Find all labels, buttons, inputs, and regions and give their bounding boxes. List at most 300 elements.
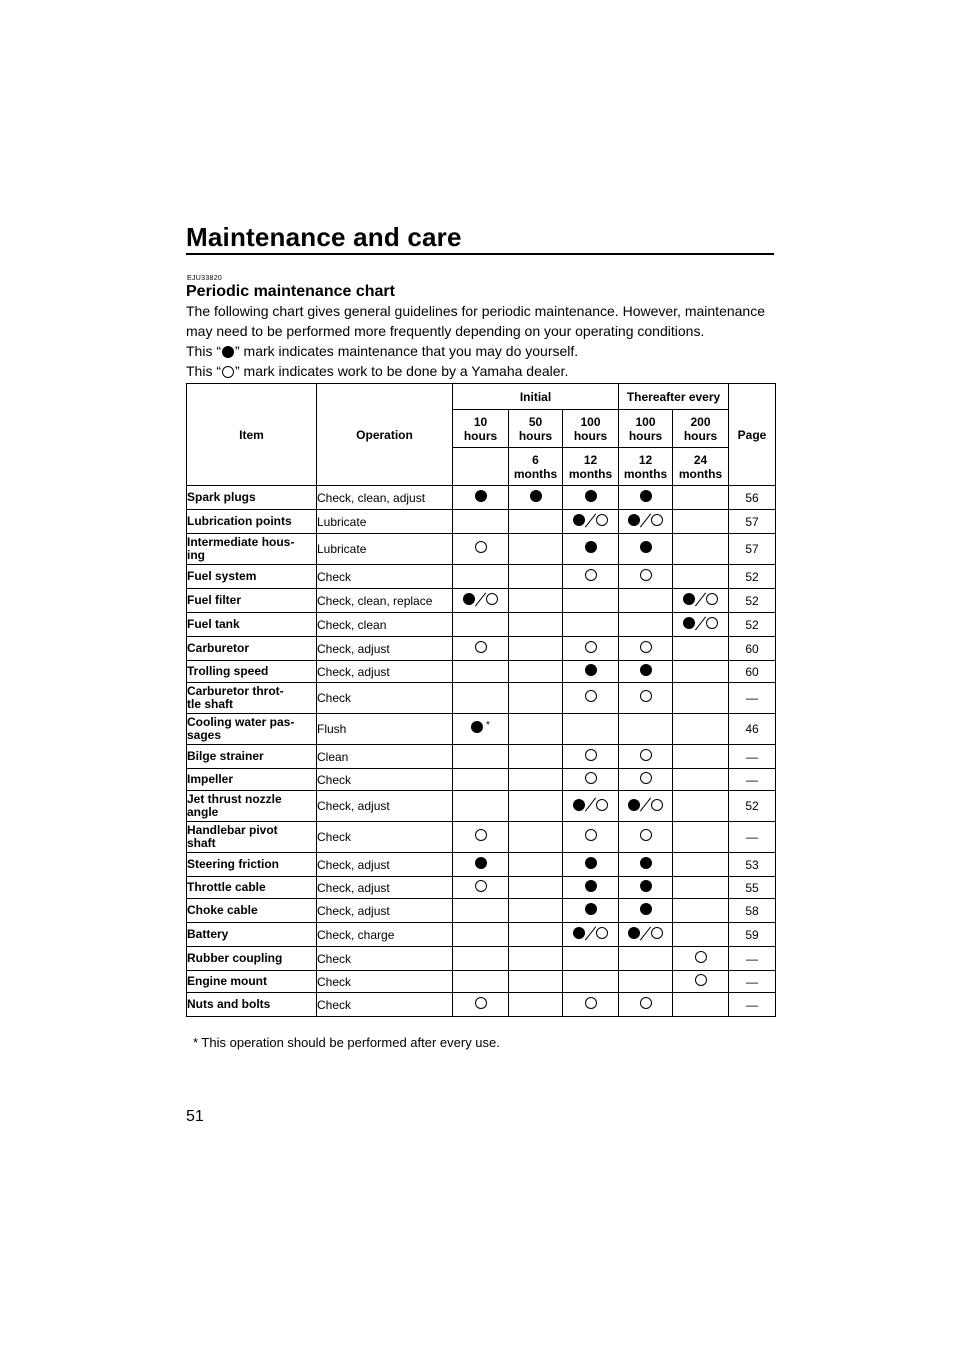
filled-circle-icon <box>585 490 597 502</box>
cell-operation: Lubricate <box>317 510 453 534</box>
cell-interval-mark <box>509 971 563 993</box>
cell-interval-mark <box>563 822 619 853</box>
legend-dot-text: ” mark indicates maintenance that you may do yourself. <box>235 343 579 359</box>
filled-circle-icon <box>640 857 652 869</box>
filled-circle-icon <box>585 664 597 676</box>
header-interval-months <box>453 448 509 486</box>
cell-interval-mark <box>619 745 673 769</box>
cell-interval-mark <box>673 714 729 745</box>
cell-item: Fuel filter <box>187 589 317 613</box>
cell-item: Rubber coupling <box>187 947 317 971</box>
cell-page: — <box>729 822 776 853</box>
cell-interval-mark <box>453 613 509 637</box>
cell-interval-mark <box>673 769 729 791</box>
cell-page: — <box>729 769 776 791</box>
table-row <box>187 510 776 534</box>
cell-item: Choke cable <box>187 899 317 923</box>
open-circle-icon <box>640 772 652 784</box>
cell-interval-mark <box>673 613 729 637</box>
cell-page: 56 <box>729 486 776 510</box>
self-maintenance-mark <box>585 541 597 553</box>
dealer-service-mark <box>695 974 707 986</box>
open-circle-icon <box>640 569 652 581</box>
header-interval-months: 12 months <box>619 448 673 486</box>
self-maintenance-mark <box>471 721 490 733</box>
cell-interval-mark <box>619 714 673 745</box>
cell-page: 58 <box>729 899 776 923</box>
dealer-service-mark <box>585 772 597 784</box>
cell-page: 57 <box>729 510 776 534</box>
cell-interval-mark <box>453 971 509 993</box>
open-circle-icon <box>640 829 652 841</box>
slash-separator <box>585 513 596 527</box>
cell-interval-mark <box>673 745 729 769</box>
dealer-service-mark <box>475 880 487 892</box>
cell-interval-mark <box>509 683 563 714</box>
header-thereafter: Thereafter every <box>619 384 729 410</box>
filled-circle-icon <box>683 617 695 629</box>
cell-interval-mark <box>673 534 729 565</box>
cell-interval-mark <box>509 745 563 769</box>
cell-item: Trolling speed <box>187 661 317 683</box>
cell-operation: Check, clean <box>317 613 453 637</box>
self-maintenance-mark <box>585 903 597 915</box>
cell-interval-mark <box>619 853 673 877</box>
cell-interval-mark <box>563 714 619 745</box>
cell-interval-mark <box>453 745 509 769</box>
cell-interval-mark <box>619 589 673 613</box>
header-interval-hours: 100 hours <box>619 410 673 448</box>
legend-ring <box>186 361 568 381</box>
self-maintenance-mark <box>585 490 597 502</box>
cell-interval-mark <box>509 791 563 822</box>
cell-interval-mark <box>509 661 563 683</box>
table-row <box>187 923 776 947</box>
cell-operation: Check <box>317 565 453 589</box>
dealer-service-mark <box>475 541 487 553</box>
header-interval-hours: 10 hours <box>453 410 509 448</box>
open-circle-icon <box>475 641 487 653</box>
open-circle-icon <box>651 927 663 939</box>
filled-circle-icon <box>640 903 652 915</box>
cell-interval-mark <box>563 769 619 791</box>
dealer-service-mark <box>640 641 652 653</box>
table-row <box>187 853 776 877</box>
cell-operation: Check, adjust <box>317 791 453 822</box>
cell-operation: Check, charge <box>317 923 453 947</box>
cell-interval-mark <box>619 971 673 993</box>
self-maintenance-mark <box>640 490 652 502</box>
cell-operation: Check, adjust <box>317 637 453 661</box>
cell-interval-mark <box>619 613 673 637</box>
table-row <box>187 899 776 923</box>
dealer-service-mark <box>585 829 597 841</box>
header-page: Page <box>729 384 776 486</box>
cell-page: — <box>729 993 776 1017</box>
cell-item: Nuts and bolts <box>187 993 317 1017</box>
open-circle-icon <box>585 829 597 841</box>
dealer-service-mark <box>585 569 597 581</box>
legend-dot-prefix: This “ <box>186 343 221 359</box>
table-row <box>187 971 776 993</box>
filled-circle-icon <box>640 880 652 892</box>
self-or-dealer-mark <box>463 591 498 608</box>
cell-interval-mark <box>453 510 509 534</box>
self-or-dealer-mark <box>683 615 718 632</box>
open-circle-icon <box>640 997 652 1009</box>
dealer-service-mark <box>640 749 652 761</box>
chart-title: Periodic maintenance chart <box>186 283 395 300</box>
cell-interval-mark <box>619 769 673 791</box>
self-or-dealer-mark <box>628 925 663 942</box>
cell-item: Fuel system <box>187 565 317 589</box>
cell-interval-mark <box>563 661 619 683</box>
table-row <box>187 565 776 589</box>
asterisk-footnote-ref: * <box>486 719 490 731</box>
dealer-service-mark <box>640 829 652 841</box>
open-circle-icon <box>640 690 652 702</box>
cell-interval-mark <box>673 791 729 822</box>
cell-interval-mark <box>563 791 619 822</box>
dealer-service-mark <box>475 829 487 841</box>
cell-operation: Flush <box>317 714 453 745</box>
open-circle-icon <box>651 514 663 526</box>
filled-circle-icon <box>683 593 695 605</box>
cell-operation: Check <box>317 947 453 971</box>
cell-interval-mark <box>673 947 729 971</box>
cell-item: Impeller <box>187 769 317 791</box>
cell-item: Battery <box>187 923 317 947</box>
cell-page: 52 <box>729 565 776 589</box>
cell-interval-mark <box>509 822 563 853</box>
cell-item: Carburetor throt- tle shaft <box>187 683 317 714</box>
cell-interval-mark <box>509 613 563 637</box>
cell-interval-mark <box>619 822 673 853</box>
cell-operation: Check, clean, adjust <box>317 486 453 510</box>
dealer-service-mark <box>585 997 597 1009</box>
filled-circle-icon <box>628 927 640 939</box>
cell-interval-mark <box>509 947 563 971</box>
header-interval-months: 24 months <box>673 448 729 486</box>
table-row <box>187 486 776 510</box>
open-circle-icon <box>596 514 608 526</box>
cell-item: Cooling water pas- sages <box>187 714 317 745</box>
slash-separator <box>475 592 486 606</box>
cell-page: — <box>729 947 776 971</box>
header-interval-hours: 100 hours <box>563 410 619 448</box>
slash-separator <box>640 513 651 527</box>
intro-paragraph: The following chart gives general guidelines for periodic maintenance. However, maintenance may need to be performed more frequently depending on your operating conditions. <box>186 303 765 339</box>
cell-interval-mark <box>509 565 563 589</box>
filled-circle-icon <box>628 514 640 526</box>
cell-operation: Lubricate <box>317 534 453 565</box>
self-or-dealer-mark <box>573 796 608 813</box>
cell-interval-mark <box>509 589 563 613</box>
cell-interval-mark <box>453 769 509 791</box>
filled-circle-icon <box>530 490 542 502</box>
cell-interval-mark <box>509 993 563 1017</box>
open-circle-icon <box>585 749 597 761</box>
dealer-service-mark <box>640 772 652 784</box>
slash-separator <box>695 592 706 606</box>
table-row <box>187 637 776 661</box>
cell-operation: Clean <box>317 745 453 769</box>
dealer-service-mark <box>640 690 652 702</box>
cell-page: 46 <box>729 714 776 745</box>
cell-interval-mark <box>453 947 509 971</box>
self-maintenance-mark <box>475 490 487 502</box>
filled-circle-icon <box>475 857 487 869</box>
cell-interval-mark <box>563 637 619 661</box>
cell-interval-mark <box>509 923 563 947</box>
cell-page: 60 <box>729 661 776 683</box>
open-circle-icon <box>475 997 487 1009</box>
legend-dot <box>186 341 578 361</box>
cell-interval-mark <box>619 993 673 1017</box>
filled-circle-icon <box>573 514 585 526</box>
open-circle-icon <box>596 927 608 939</box>
open-circle-icon <box>695 974 707 986</box>
cell-operation: Check, adjust <box>317 877 453 899</box>
cell-interval-mark <box>563 877 619 899</box>
cell-page: 52 <box>729 589 776 613</box>
legend-ring-prefix: This “ <box>186 363 221 379</box>
table-row <box>187 993 776 1017</box>
open-circle-icon <box>706 617 718 629</box>
cell-interval-mark <box>673 589 729 613</box>
open-circle-icon <box>651 799 663 811</box>
cell-operation: Check <box>317 822 453 853</box>
cell-interval-mark <box>673 661 729 683</box>
cell-interval-mark <box>509 899 563 923</box>
cell-item: Bilge strainer <box>187 745 317 769</box>
cell-interval-mark <box>453 661 509 683</box>
open-circle-icon <box>585 641 597 653</box>
table-row <box>187 769 776 791</box>
cell-interval-mark <box>563 853 619 877</box>
filled-circle-icon <box>640 664 652 676</box>
slash-separator <box>585 926 596 940</box>
open-circle-icon <box>585 690 597 702</box>
cell-interval-mark <box>563 923 619 947</box>
self-or-dealer-mark <box>573 925 608 942</box>
table-row <box>187 947 776 971</box>
header-interval-hours: 50 hours <box>509 410 563 448</box>
filled-circle-icon <box>475 490 487 502</box>
cell-interval-mark <box>509 534 563 565</box>
cell-page: — <box>729 745 776 769</box>
self-or-dealer-mark <box>573 512 608 529</box>
cell-interval-mark <box>509 510 563 534</box>
open-circle-icon <box>695 951 707 963</box>
cell-operation: Check, adjust <box>317 899 453 923</box>
cell-interval-mark <box>453 565 509 589</box>
table-row <box>187 877 776 899</box>
cell-interval-mark <box>673 637 729 661</box>
maintenance-table <box>186 383 776 1017</box>
self-maintenance-mark <box>530 490 542 502</box>
cell-interval-mark <box>509 853 563 877</box>
cell-interval-mark <box>673 971 729 993</box>
cell-page: 52 <box>729 791 776 822</box>
cell-interval-mark <box>453 486 509 510</box>
header-item: Item <box>187 384 317 486</box>
page-number: 51 <box>186 1108 204 1125</box>
open-circle-icon <box>486 593 498 605</box>
cell-interval-mark <box>509 714 563 745</box>
cell-interval-mark <box>673 683 729 714</box>
open-circle-icon <box>640 749 652 761</box>
cell-operation: Check <box>317 971 453 993</box>
cell-page: 53 <box>729 853 776 877</box>
dealer-service-mark <box>585 641 597 653</box>
cell-interval-mark <box>563 683 619 714</box>
cell-interval-mark <box>619 923 673 947</box>
filled-circle-icon <box>573 927 585 939</box>
filled-circle-icon <box>585 857 597 869</box>
filled-circle-icon <box>585 880 597 892</box>
cell-interval-mark <box>563 993 619 1017</box>
cell-item: Carburetor <box>187 637 317 661</box>
open-circle-icon <box>640 641 652 653</box>
cell-interval-mark <box>619 486 673 510</box>
cell-interval-mark <box>563 510 619 534</box>
self-maintenance-mark <box>585 880 597 892</box>
cell-interval-mark <box>453 791 509 822</box>
cell-page: — <box>729 971 776 993</box>
cell-page: 57 <box>729 534 776 565</box>
cell-page: 59 <box>729 923 776 947</box>
cell-interval-mark <box>453 589 509 613</box>
filled-circle-icon <box>640 541 652 553</box>
table-row <box>187 661 776 683</box>
filled-circle-icon <box>585 541 597 553</box>
reference-code: EJU33820 <box>187 275 223 282</box>
filled-circle-icon <box>585 903 597 915</box>
cell-operation: Check, clean, replace <box>317 589 453 613</box>
cell-page: — <box>729 683 776 714</box>
table-row <box>187 683 776 714</box>
header-interval-months: 12 months <box>563 448 619 486</box>
cell-interval-mark <box>619 637 673 661</box>
cell-interval-mark <box>509 486 563 510</box>
cell-interval-mark <box>453 993 509 1017</box>
filled-circle-icon <box>573 799 585 811</box>
cell-interval-mark <box>619 534 673 565</box>
cell-interval-mark <box>453 899 509 923</box>
filled-circle-icon <box>463 593 475 605</box>
open-circle-icon <box>585 997 597 1009</box>
dealer-service-mark <box>695 951 707 963</box>
open-circle-icon <box>475 541 487 553</box>
header-operation: Operation <box>317 384 453 486</box>
cell-interval-mark <box>619 510 673 534</box>
header-interval-months: 6 months <box>509 448 563 486</box>
cell-interval-mark <box>673 993 729 1017</box>
cell-page: 55 <box>729 877 776 899</box>
cell-item: Jet thrust nozzle angle <box>187 791 317 822</box>
title-rule <box>186 253 774 255</box>
open-circle-icon <box>706 593 718 605</box>
page-title: Maintenance and care <box>186 222 462 252</box>
table-row <box>187 534 776 565</box>
cell-interval-mark <box>673 923 729 947</box>
cell-interval-mark <box>619 791 673 822</box>
cell-interval-mark <box>673 565 729 589</box>
table-row <box>187 589 776 613</box>
slash-separator <box>640 798 651 812</box>
cell-interval-mark <box>619 565 673 589</box>
open-circle-icon <box>222 366 234 378</box>
cell-item: Throttle cable <box>187 877 317 899</box>
cell-item: Fuel tank <box>187 613 317 637</box>
cell-interval-mark <box>563 534 619 565</box>
cell-interval-mark <box>673 877 729 899</box>
cell-item: Lubrication points <box>187 510 317 534</box>
cell-interval-mark <box>563 971 619 993</box>
cell-operation: Check <box>317 769 453 791</box>
self-maintenance-mark <box>640 857 652 869</box>
legend-ring-text: ” mark indicates work to be done by a Yamaha dealer. <box>235 363 569 379</box>
table-row <box>187 714 776 745</box>
cell-operation: Check <box>317 993 453 1017</box>
dealer-service-mark <box>640 997 652 1009</box>
slash-separator <box>695 616 706 630</box>
open-circle-icon <box>596 799 608 811</box>
self-or-dealer-mark <box>628 512 663 529</box>
cell-interval-mark <box>563 486 619 510</box>
dealer-service-mark <box>585 690 597 702</box>
cell-interval-mark <box>453 534 509 565</box>
dealer-service-mark <box>585 749 597 761</box>
cell-interval-mark <box>563 589 619 613</box>
cell-interval-mark <box>509 769 563 791</box>
cell-page: 52 <box>729 613 776 637</box>
cell-item: Steering friction <box>187 853 317 877</box>
cell-interval-mark <box>453 923 509 947</box>
cell-interval-mark <box>619 947 673 971</box>
open-circle-icon <box>475 829 487 841</box>
cell-interval-mark <box>563 947 619 971</box>
self-maintenance-mark <box>585 857 597 869</box>
cell-item: Handlebar pivot shaft <box>187 822 317 853</box>
slash-separator <box>640 926 651 940</box>
cell-interval-mark <box>453 683 509 714</box>
self-maintenance-mark <box>585 664 597 676</box>
cell-interval-mark <box>453 637 509 661</box>
cell-interval-mark <box>563 565 619 589</box>
cell-interval-mark <box>619 683 673 714</box>
table-row <box>187 791 776 822</box>
dealer-service-mark <box>475 641 487 653</box>
self-maintenance-mark <box>640 903 652 915</box>
cell-item: Engine mount <box>187 971 317 993</box>
cell-operation: Check, adjust <box>317 853 453 877</box>
cell-page: 60 <box>729 637 776 661</box>
self-maintenance-mark <box>640 664 652 676</box>
open-circle-icon <box>585 569 597 581</box>
cell-interval-mark <box>673 510 729 534</box>
cell-interval-mark <box>619 661 673 683</box>
filled-circle-icon <box>222 346 234 358</box>
cell-operation: Check, adjust <box>317 661 453 683</box>
cell-operation: Check <box>317 683 453 714</box>
self-or-dealer-mark <box>628 796 663 813</box>
self-or-dealer-mark <box>683 591 718 608</box>
header-initial: Initial <box>453 384 619 410</box>
cell-interval-mark <box>509 637 563 661</box>
cell-interval-mark <box>453 822 509 853</box>
